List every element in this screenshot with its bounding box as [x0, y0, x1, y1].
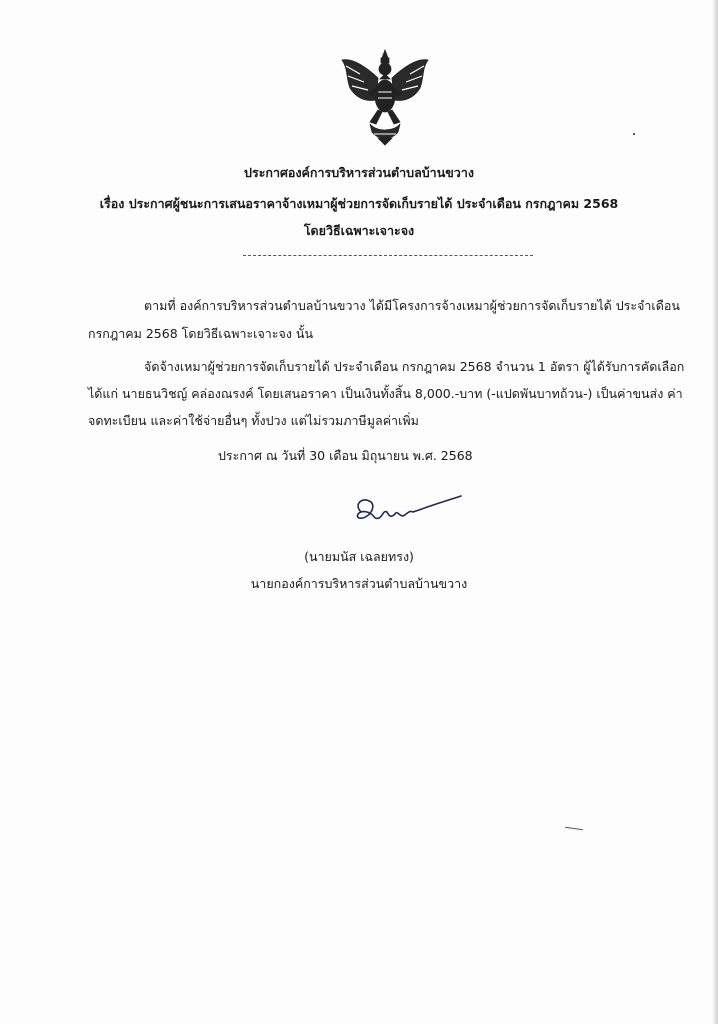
- scan-speck: [633, 133, 635, 135]
- organization-heading: ประกาศองค์การบริหารส่วนตำบลบ้านขวาง: [244, 165, 474, 180]
- subject-heading: เรื่อง ประกาศผู้ชนะการเสนอราคาจ้างเหมาผู้ช่วยการจัดเก็บรายได้ ประจำเดือน กรกฎาคม 2568: [99, 196, 619, 211]
- header-divider: [243, 255, 533, 256]
- signatory-position: นายกองค์การบริหารส่วนตำบลบ้านขวาง: [250, 576, 468, 591]
- paragraph-2-line-2: ได้แก่ นายธนวิชญ์ คล่องณรงค์ โดยเสนอราคา เป็นเงินทั้งสิ้น 8,000.-บาท (-แปดพันบาทถ้วน-) เป็นค่าขนส่ง ค่า: [88, 386, 683, 401]
- scan-mark: [565, 827, 583, 830]
- garuda-emblem-icon: [340, 48, 430, 146]
- paragraph-2-line-3: จดทะเบียน และค่าใช้จ่ายอื่นๆ ทั้งปวง แต่ไม่รวมภาษีมูลค่าเพิ่ม: [88, 413, 419, 428]
- paragraph-1-line-1: ตามที่ องค์การบริหารส่วนตำบลบ้านขวาง ได้มีโครงการจ้างเหมาผู้ช่วยการจัดเก็บรายได้ ประจำเดือน: [144, 298, 680, 313]
- paragraph-1-line-2: กรกฎาคม 2568 โดยวิธีเฉพาะเจาะจง นั้น: [88, 326, 314, 341]
- method-heading: โดยวิธีเฉพาะเจาะจง: [303, 223, 415, 238]
- page-edge-shadow: [712, 0, 718, 1024]
- announcement-date: ประกาศ ณ วันที่ 30 เดือน มิถุนายน พ.ศ. 2568: [218, 448, 473, 463]
- paragraph-2-line-1: จัดจ้างเหมาผู้ช่วยการจัดเก็บรายได้ ประจำเดือน กรกฎาคม 2568 จำนวน 1 อัตรา ผู้ได้รับการคัดเลือก: [144, 359, 685, 374]
- handwritten-signature-icon: [345, 490, 465, 530]
- signatory-name: (นายมนัส เฉลยทรง): [304, 549, 414, 564]
